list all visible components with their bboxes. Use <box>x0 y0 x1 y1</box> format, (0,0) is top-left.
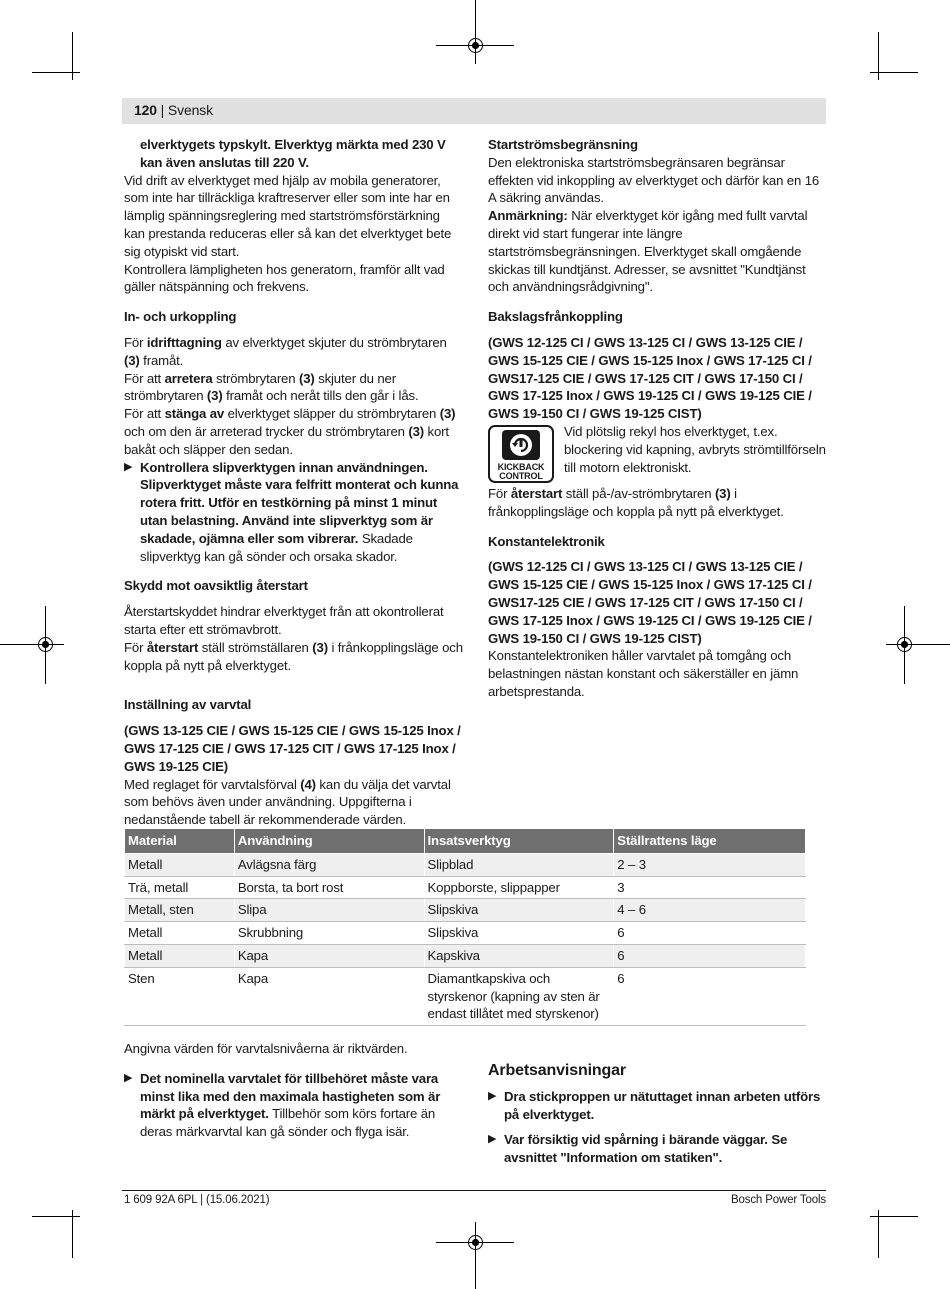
table-cell: Kapa <box>234 944 424 967</box>
crop-mark <box>72 1210 73 1258</box>
table-cell: Koppborste, slippapper <box>424 876 614 899</box>
kickback-paragraph: Vid plötslig rekyl hos elverktyget, t.ex. blockering vid kapning, avbryts strömtillförseln till motorn elektroniskt. <box>564 423 826 475</box>
constant-paragraph: Konstantelektroniken håller varvtalet på tomgång och belastningen nästan konstant och säkerställer en jämn arbetsprestanda. <box>488 648 799 699</box>
table-cell: 6 <box>614 967 806 1025</box>
bullet-arrow-icon: ▶ <box>124 460 133 473</box>
constant-models: (GWS 12-125 CI / GWS 13-125 CI / GWS 13-125 CIE / GWS 15-125 CIE / GWS 15-125 Inox / GWS 17-125 CI / GWS17-125 CIE / GWS 17-125 CIT / GWS 17-150 CI / GWS 17-125 Inox / GWS 19-125 CI / GWS 19-125 CIE / GWS 19-150 CI / GWS 19-125 CIST) <box>488 559 812 646</box>
table-cell: Metall <box>125 922 235 945</box>
startcurrent-paragraph: Den elektroniska startströmsbegränsaren begränsar effekten vid inkoppling av elverktyget och därför kan en 16 A säkring användas. <box>488 154 820 206</box>
generator-check-paragraph: Kontrollera lämpligheten hos generatorn, framför allt vad gäller nätspänning och frekvens. <box>124 261 445 295</box>
bullet-arrow-icon: ▶ <box>488 1133 497 1146</box>
table-header-cell: Användning <box>234 829 424 854</box>
registration-mark-icon <box>896 636 913 653</box>
svg-text:CONTROL: CONTROL <box>499 470 543 481</box>
table-cell: 2 – 3 <box>614 853 806 876</box>
table-cell: Slipblad <box>424 853 614 876</box>
table-row <box>125 899 806 922</box>
check-tools-bullet: ▶ Kontrollera slipverktygen innan användningen. Slipverktyget måste vara felfritt monterat och kunna rotera fritt. Utför en testkörning på minst 1 minut utan belastning. Använd inte slipverktyg som är skadade, ojämna eller som vibrerar. Skadade slipverktyg kan gå sönder och orsaka skador. <box>124 459 459 564</box>
table-cell: 6 <box>614 944 806 967</box>
table-cell: Slipskiva <box>424 922 614 945</box>
registration-mark-icon <box>37 636 54 653</box>
table-cell: Sten <box>125 967 235 1025</box>
table-header-row <box>125 829 806 854</box>
svg-text:KICKBACK: KICKBACK <box>497 461 545 472</box>
table-cell: Metall <box>125 853 235 876</box>
table-cell: Kapskiva <box>424 944 614 967</box>
onoff-start-paragraph: För idrifttagning av elverktyget skjuter du strömbrytaren (3) framåt. <box>124 334 447 368</box>
startcurrent-heading: Startströmsbegränsning <box>488 137 638 152</box>
crop-mark <box>878 1210 879 1258</box>
footer-divider <box>122 1190 826 1191</box>
onoff-stop-paragraph: För att stänga av elverktyget släpper du strömbrytaren (3) och om den är arreterad trycker du strömbrytaren (3) kort bakåt och släpper den sedan. <box>124 406 456 457</box>
table-cell: Slipa <box>234 899 424 922</box>
page-header-text <box>134 102 213 120</box>
page-number: 120 <box>134 102 157 118</box>
table-cell: Metall <box>125 944 235 967</box>
table-header-cell: Ställrattens läge <box>614 829 806 854</box>
registration-mark-icon <box>467 1234 484 1251</box>
restart-heading: Skydd mot oavsiktlig återstart <box>124 578 308 594</box>
speed-paragraph: Med reglaget för varvtalsförval (4) kan du välja det varvtal som behövs även under användning. Uppgifterna i nedanstående tabell är rekommenderade värden. <box>124 776 451 828</box>
table-cell: Trä, metall <box>125 876 235 899</box>
startcurrent-note: Anmärkning: När elverktyget kör igång med fullt varvtal direkt vid start fungerar inte längre startströmsbegränsningen. Elverktyget skall omgående skickas till kundtjänst. Adresser, se avsnittet "Kundtjänst och användningsrådgivning". <box>488 208 808 295</box>
onoff-heading: In- och urkoppling <box>124 309 237 325</box>
table-row <box>125 967 806 1025</box>
table-row <box>125 853 806 876</box>
crop-mark <box>0 644 64 645</box>
header-language: Svensk <box>167 102 213 118</box>
page-header <box>122 98 826 124</box>
unplug-bullet: ▶ Dra stickproppen ur nätuttaget innan arbeten utförs på elverktyget. <box>488 1088 821 1122</box>
kickback-restart: För återstart ställ på-/av-strömbrytaren (3) i frånkopplingsläge och koppla på nytt på elverktyget. <box>488 485 784 519</box>
restart-paragraph: Återstartskyddet hindrar elverktyget från att okontrollerat starta efter ett strömavbrott. <box>124 604 444 637</box>
bullet-arrow-icon: ▶ <box>488 1089 497 1102</box>
table-cell: Skrubbning <box>234 922 424 945</box>
speed-note: Angivna värden för varvtalsnivåerna är riktvärden. <box>124 1041 408 1056</box>
work-instructions-heading: Arbetsanvisningar <box>488 1062 626 1079</box>
right-column-lower <box>488 1062 828 1167</box>
table-header-cell: Material <box>125 829 235 854</box>
table-cell: 4 – 6 <box>614 899 806 922</box>
constant-heading: Konstantelektronik <box>488 533 605 549</box>
crop-mark <box>870 72 918 73</box>
left-column-lower <box>124 1040 464 1141</box>
speed-table <box>124 828 806 1026</box>
table-cell: Kapa <box>234 967 424 1025</box>
speed-models: (GWS 13-125 CIE / GWS 15-125 CIE / GWS 15-125 Inox / GWS 17-125 CIE / GWS 17-125 CIT / GWS 17-125 Inox / GWS 19-125 CIE) <box>124 723 461 774</box>
restart-instruction: För återstart ställ strömställaren (3) i frånkopplingsläge och koppla på nytt på elverktyget. <box>124 639 463 673</box>
continued-warning: elverktygets typskylt. Elverktyg märkta med 230 V kan även anslutas till 220 V. <box>140 137 446 170</box>
bullet-arrow-icon: ▶ <box>124 1071 133 1084</box>
crop-mark <box>32 1216 80 1217</box>
table-cell: Avlägsna färg <box>234 853 424 876</box>
table-header-cell: Insatsverktyg <box>424 829 614 854</box>
table-row <box>125 922 806 945</box>
footer-document-id: 1 609 92A 6PL | (15.06.2021) <box>124 1194 270 1206</box>
registration-mark-icon <box>467 37 484 54</box>
table-row <box>125 876 806 899</box>
wall-slotting-bullet: ▶ Var försiktig vid spårning i bärande väggar. Se avsnittet "Information om statiken". <box>488 1132 788 1166</box>
table-cell: Diamantkapskiva och styrskenor (kapning av sten är endast tillåtet med styrskenor) <box>424 967 614 1025</box>
kickback-description <box>488 423 828 521</box>
table-row <box>125 944 806 967</box>
table-cell: 3 <box>614 876 806 899</box>
table-cell: Slipskiva <box>424 899 614 922</box>
kickback-control-icon <box>488 425 554 483</box>
table-cell: Borsta, ta bort rost <box>234 876 424 899</box>
footer-brand: Bosch Power Tools <box>730 1194 826 1206</box>
kickback-heading: Bakslagsfrånkoppling <box>488 309 623 325</box>
generator-paragraph: Vid drift av elverktyget med hjälp av mobila generatorer, som inte har tillräckliga kraftreserver eller som inte har en lämplig spänningsreglering med startströmsförstärkning kan prestanda reduceras eller så kan det elverktyget bete sig otypiskt vid start. <box>124 172 452 259</box>
crop-mark <box>475 1222 476 1289</box>
header-separator: | <box>160 102 165 118</box>
left-column <box>124 136 464 829</box>
onoff-lock-paragraph: För att arretera strömbrytaren (3) skjuter du ner strömbrytaren (3) framåt och neråt tills den går i lås. <box>124 370 419 404</box>
crop-mark <box>475 0 476 64</box>
kickback-models: (GWS 12-125 CI / GWS 13-125 CI / GWS 13-125 CIE / GWS 15-125 CIE / GWS 15-125 Inox / GWS 17-125 CI / GWS17-125 CIE / GWS 17-125 CIT / GWS 17-150 CI / GWS 17-125 Inox / GWS 19-125 CI / GWS 19-125 CIE / GWS 19-150 CI / GWS 19-125 CIST) <box>488 334 812 422</box>
speed-heading: Inställning av varvtal <box>124 697 252 713</box>
right-column <box>488 136 828 701</box>
crop-mark <box>870 1216 918 1217</box>
nominal-speed-bullet: ▶ Det nominella varvtalet för tillbehöret måste vara minst lika med den maximala hastigheten som är märkt på elverktyget. Tillbehör som körs fortare än deras märkvarvtal kan gå sönder och flyga isär. <box>124 1070 441 1140</box>
table-cell: 6 <box>614 922 806 945</box>
crop-mark <box>32 72 80 73</box>
table-cell: Metall, sten <box>125 899 235 922</box>
